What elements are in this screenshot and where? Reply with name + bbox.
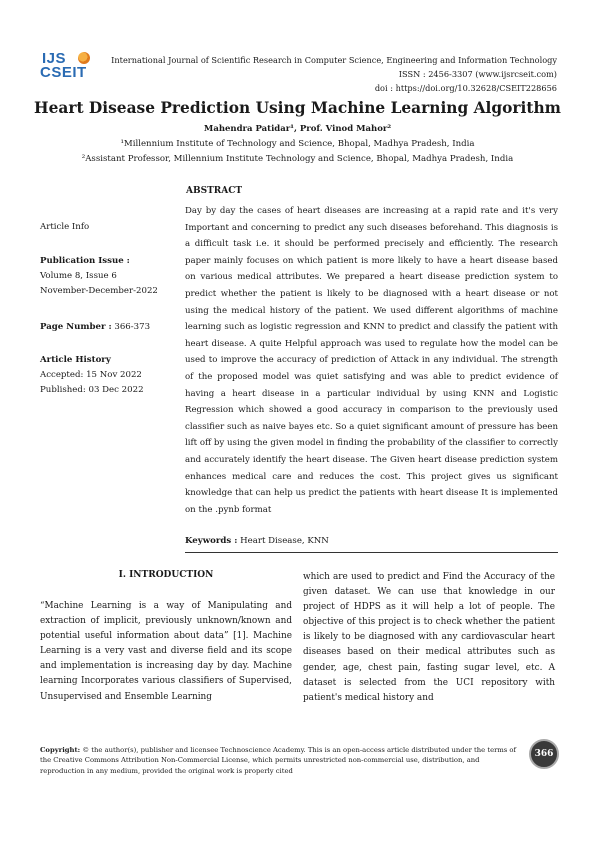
paper-authors: Mahendra Patidar¹, Prof. Vinod Mahor²: [203, 124, 392, 134]
accepted-date: Accepted: 15 Nov 2022: [40, 370, 142, 380]
page-number-info: [40, 320, 150, 335]
article-history-label: Article History: [40, 355, 111, 365]
copyright-notice: [40, 745, 524, 776]
logo-text-top: IJS: [42, 50, 67, 67]
introduction-heading: I. INTRODUCTION: [118, 570, 214, 580]
journal-doi[interactable]: doi : https://doi.org/10.32628/CSEIT228656: [374, 83, 557, 93]
keywords-value: Heart Disease, KNN: [240, 536, 329, 546]
affiliation-1: ¹Millennium Institute of Technology and Science, Bhopal, Madhya Pradesh, India: [120, 139, 475, 149]
publication-issue: [40, 254, 158, 299]
copyright-label: Copyright:: [40, 746, 81, 754]
keywords: [185, 536, 329, 546]
publication-period: November-December-2022: [40, 286, 158, 296]
intro-column-2: which are used to predict and Find the Accuracy of the given dataset. We can use that knowledge in our project of HDPS as it will help a lot of people. The objective of this project is to check whether the patient is likely to be diagnosed with any cardiovascular heart diseases based on their medical attributes such as gender, age, chest pain, fasting sugar level, etc. A dataset is selected from the UCI repository with patient's medical history and: [303, 572, 555, 703]
keywords-label: Keywords :: [185, 536, 238, 546]
journal-name: International Journal of Scientific Research in Computer Science, Engineering and Information Technology: [111, 55, 557, 65]
article-info-heading: Article Info: [40, 222, 90, 232]
page-range: 366-373: [114, 322, 151, 332]
published-date: Published: 03 Dec 2022: [40, 385, 144, 395]
page-number-label: Page Number :: [40, 322, 112, 332]
affiliation-2: ²Assistant Professor, Millennium Institute Technology and Science, Bhopal, Madhya Pradesh, India: [81, 154, 514, 164]
abstract-divider: [185, 552, 558, 553]
paper-title: Heart Disease Prediction Using Machine Learning Algorithm: [34, 99, 561, 117]
logo-text-bottom: CSEIT: [40, 64, 87, 81]
publication-issue-label: Publication Issue :: [40, 256, 130, 266]
intro-column-1: “Machine Learning is a way of Manipulating and extraction of implicit, previously unknown/known and potential useful information about data” [1]. Machine Learning is a very vast and diverse field and its scope and implementation is increasing day by day. Machine learning Incorporates various classifiers of Supervised, Unsupervised and Ensemble Learning: [40, 601, 292, 702]
journal-header: [87, 53, 557, 95]
volume-issue: Volume 8, Issue 6: [40, 271, 117, 281]
page-number-badge: 366: [529, 739, 559, 769]
abstract-heading: ABSTRACT: [186, 186, 243, 196]
abstract-text: Day by day the cases of heart diseases are increasing at a rapid rate and it's very Important and concerning to predict any such diseases beforehand. This diagnosis is a difficult task i.e. it should be performed precisely and efficiently. The research paper mainly focuses on which patient is more likely to have a heart disease based on various medical attributes. We prepared a heart disease prediction system to predict whether the patient is likely to be diagnosed with a heart disease or not using the medical history of the patient. We used different algorithms of machine learning such as logistic regression and KNN to predict and classify the patient with heart disease. A quite Helpful approach was used to regulate how the model can be used to improve the accuracy of prediction of Attack in any individual. The strength of the proposed model was quiet satisfying and was able to predict evidence of having a heart disease in a particular individual by using KNN and Logistic Regression which showed a good accuracy in comparison to the previously used classifier such as naive bayes etc. So a quiet significant amount of pressure has been lift off by using the given model in finding the probability of the classifier to correctly and accurately identify the heart disease. The Given heart disease prediction system enhances medical care and reduces the cost. This project gives us significant knowledge that can help us predict the patients with heart disease It is implemented on the .pynb format: [185, 206, 558, 515]
copyright-text: © the author(s), publisher and licensee Technoscience Academy. This is an open-access article distributed under the terms of the Creative Commons Attribution Non-Commercial License, which permits unrestricted non-commercial use, distribution, and reproduction in any medium, provided the original work is properly cited: [40, 746, 517, 775]
article-history: [40, 353, 144, 398]
journal-issn: ISSN : 2456-3307 (www.ijsrcseit.com): [398, 69, 557, 79]
